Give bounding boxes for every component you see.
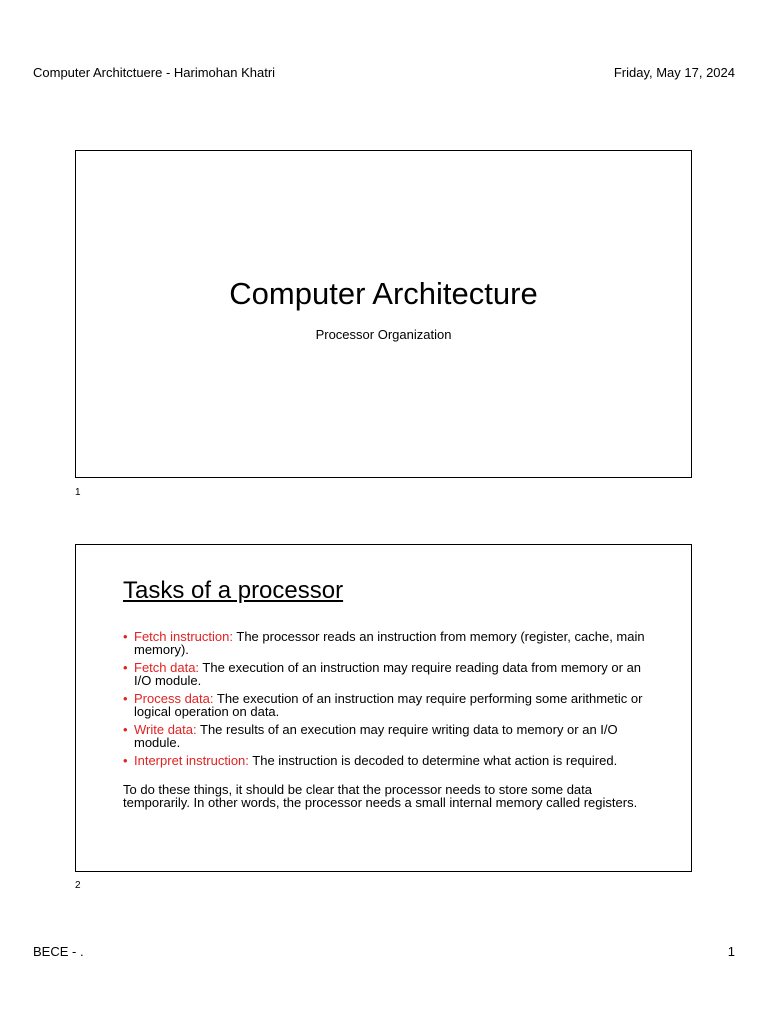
bullet-icon: • bbox=[123, 629, 128, 644]
task-term: Write data: bbox=[134, 722, 197, 737]
slide-1-subtitle: Processor Organization bbox=[315, 327, 452, 342]
slide-2 bbox=[75, 544, 692, 872]
task-term: Fetch data: bbox=[134, 660, 200, 675]
bullet-icon: • bbox=[123, 753, 128, 768]
slide-2-closing-text: To do these things, it should be clear that the processor needs to store some data temporarily. In other words, the processor needs a small internal memory called registers. bbox=[123, 782, 638, 810]
task-term: Fetch instruction: bbox=[134, 629, 233, 644]
task-description: The processor reads an instruction from memory (register, cache, main memory). bbox=[134, 629, 645, 657]
task-term: Interpret instruction: bbox=[134, 753, 249, 768]
task-description: The execution of an instruction may require performing some arithmetic or logical operation on data. bbox=[134, 691, 643, 719]
page-header-title: Computer Architctuere - Harimohan Khatri bbox=[33, 65, 276, 80]
list-item bbox=[123, 631, 653, 656]
bullet-icon: • bbox=[123, 691, 128, 706]
list-item bbox=[123, 693, 653, 718]
slide-2-number: 2 bbox=[75, 880, 81, 891]
list-item bbox=[123, 662, 653, 687]
page-number: 1 bbox=[727, 944, 735, 959]
task-description: The results of an execution may require writing data to memory or an I/O module. bbox=[134, 722, 618, 750]
slide-1-number: 1 bbox=[75, 487, 81, 498]
page-header-date: Friday, May 17, 2024 bbox=[613, 65, 735, 80]
list-item bbox=[123, 755, 653, 768]
slide-1 bbox=[75, 150, 692, 478]
task-description: The execution of an instruction may require reading data from memory or an I/O module. bbox=[134, 660, 642, 688]
page-footer-course: BECE - . bbox=[33, 944, 84, 959]
list-item bbox=[123, 724, 653, 749]
task-list bbox=[123, 631, 653, 774]
slide-2-title: Tasks of a processor bbox=[123, 577, 344, 604]
bullet-icon: • bbox=[123, 722, 128, 737]
slide-1-title: Computer Architecture bbox=[229, 276, 538, 311]
bullet-icon: • bbox=[123, 660, 128, 675]
task-term: Process data: bbox=[134, 691, 214, 706]
task-description: The instruction is decoded to determine what action is required. bbox=[248, 753, 618, 768]
